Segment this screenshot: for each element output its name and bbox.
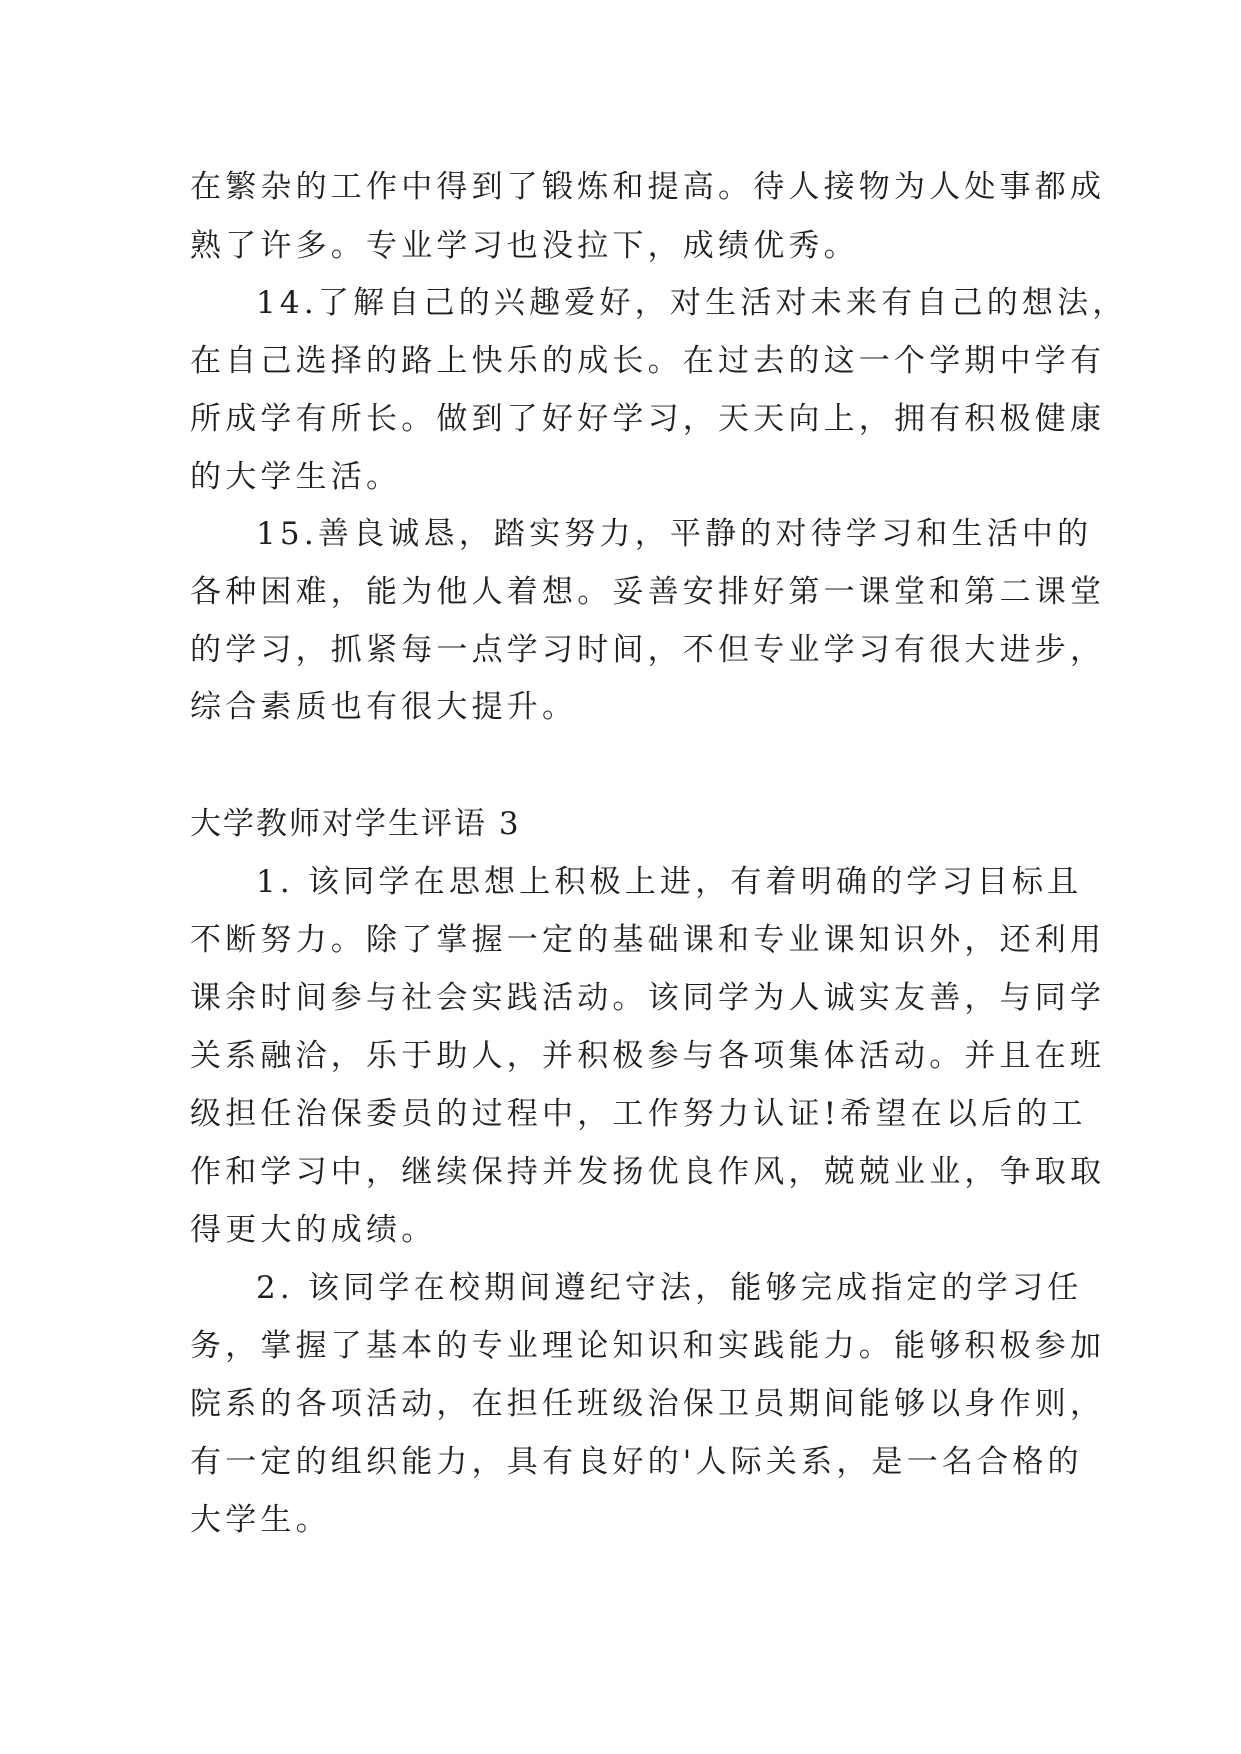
paragraph-line: 熟了许多。专业学习也没拉下，成绩优秀。	[190, 228, 859, 264]
paragraph-line: 得更大的成绩。	[190, 1212, 437, 1248]
paragraph-line: 各种困难，能为他人着想。妥善安排好第一课堂和第二课堂	[190, 574, 1106, 610]
section-heading: 大学教师对学生评语 3	[190, 806, 521, 842]
paragraph-line: 在自己选择的路上快乐的成长。在过去的这一个学期中学有	[190, 343, 1106, 379]
paragraph-line: 课余时间参与社会实践活动。该同学为人诚实友善，与同学	[190, 980, 1106, 1016]
paragraph-line: 所成学有所长。做到了好好学习，天天向上，拥有积极健康	[190, 401, 1106, 437]
paragraph-line: 大学生。	[190, 1502, 331, 1538]
paragraph-line: 的大学生活。	[190, 459, 402, 495]
paragraph-line: 作和学习中，继续保持并发扬优良作风，兢兢业业，争取取	[190, 1154, 1106, 1190]
paragraph-line: 在繁杂的工作中得到了锻炼和提高。待人接物为人处事都成	[190, 169, 1106, 205]
item-14-first-line: 14.了解自己的兴趣爱好，对生活对未来有自己的想法，	[256, 285, 1128, 321]
paragraph-line: 关系融洽，乐于助人，并积极参与各项集体活动。并且在班	[190, 1038, 1106, 1074]
paragraph-line: 院系的各项活动，在担任班级治保卫员期间能够以身作则，	[190, 1386, 1106, 1422]
paragraph-line: 级担任治保委员的过程中，工作努力认证!希望在以后的工	[190, 1096, 1087, 1132]
paragraph-line: 有一定的组织能力，具有良好的'人际关系，是一名合格的	[190, 1444, 1083, 1480]
paragraph-line: 综合素质也有很大提升。	[190, 689, 578, 725]
item-2-first-line: 2. 该同学在校期间遵纪守法，能够完成指定的学习任	[256, 1270, 1083, 1306]
paragraph-line: 不断努力。除了掌握一定的基础课和专业课知识外，还利用	[190, 922, 1106, 958]
paragraph-line: 务，掌握了基本的专业理论知识和实践能力。能够积极参加	[190, 1328, 1106, 1364]
item-15-first-line: 15.善良诚恳，踏实努力，平静的对待学习和生活中的	[256, 516, 1093, 552]
item-1-first-line: 1. 该同学在思想上积极上进，有着明确的学习目标且	[256, 864, 1083, 900]
paragraph-line: 的学习，抓紧每一点学习时间，不但专业学习有很大进步，	[190, 632, 1106, 668]
